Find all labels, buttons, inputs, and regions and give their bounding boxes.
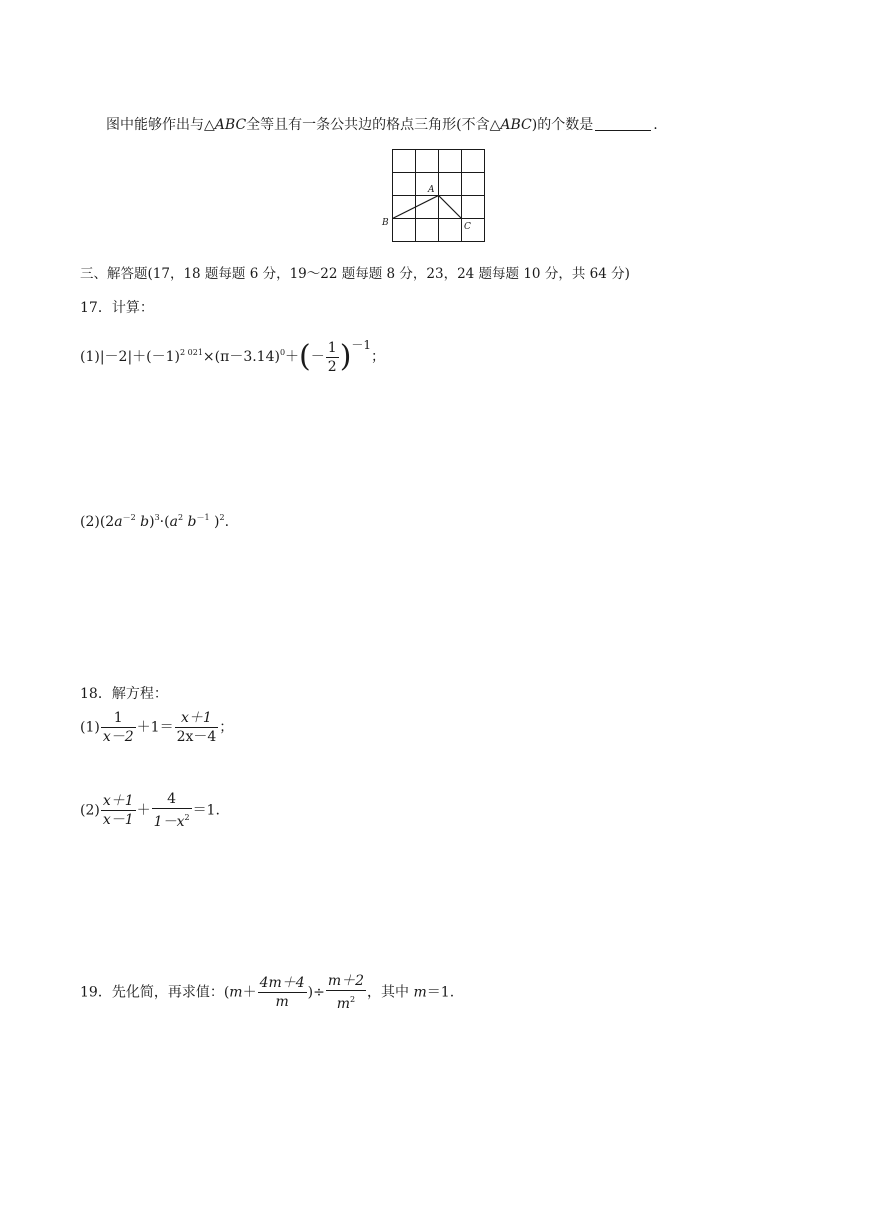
q16-part-a: 图中能够作出与△ (106, 117, 215, 133)
q18-p2-f2-num: 4 (152, 791, 192, 809)
q17-p1-frac-num: 1 (327, 339, 337, 356)
q18-p1-end: ； (219, 719, 234, 736)
q18-p2-frac1 (101, 793, 136, 828)
q19-title: 19．先化简，再求值：( (80, 984, 230, 1001)
q18-title: 18．解方程： (80, 686, 168, 702)
q19-f2-num: m＋2 (327, 973, 365, 989)
q17-part1 (80, 328, 385, 375)
q17-p2-label: (2) (80, 514, 100, 530)
q17-p1-frac-den: 2 (327, 358, 337, 375)
q18-p2-plus: ＋ (136, 802, 151, 819)
q17-p2-var-b: b (140, 514, 150, 530)
q17-p1-times: ×(π－3.14) (202, 349, 280, 365)
q19-close-div: )÷ (307, 984, 325, 1001)
q17-p2-exp-a2: 2 (177, 513, 184, 522)
q17-p1-label: (1) (80, 349, 100, 365)
q17-p2-exp-b2: －1 (196, 513, 210, 522)
q18-p2-end: ＝1. (192, 802, 220, 819)
q16-part-b: 全等且有一条公共边的格点三角形(不含△ (246, 117, 501, 133)
q17-p1-plus: ＋ (285, 349, 300, 365)
q18-p1-frac1 (101, 710, 136, 745)
label-a: A (428, 185, 435, 195)
q19-f2-exp: 2 (350, 995, 356, 1004)
q16-end: . (653, 117, 658, 133)
q18-part2 (80, 791, 220, 830)
q19-var-m: m (229, 984, 243, 1001)
q19-tail: ，其中 (367, 984, 414, 1001)
q18-p1-frac2 (175, 710, 219, 745)
q17-p1-fraction (326, 340, 339, 375)
q17-p1-abs: |－2|＋(－1) (99, 349, 181, 365)
right-bracket: ) (339, 339, 352, 374)
label-c: C (464, 222, 471, 232)
q18-p2-f2-exp: 2 (184, 813, 190, 822)
answer-blank[interactable] (595, 116, 651, 131)
q17-p1-end: ； (371, 349, 386, 365)
q17-p2-var-b2: b (187, 514, 197, 530)
q19-plus: ＋ (242, 984, 257, 1001)
q18-p2-label: (2) (80, 802, 100, 819)
q18-p1-label: (1) (80, 719, 100, 736)
q17-p2-var-a: a (114, 514, 123, 530)
q18-p1-mid: ＋1＝ (136, 719, 174, 736)
q17-p1-exp1: 2 021 (180, 348, 203, 357)
q17-p2-dot: ·( (159, 514, 170, 530)
q18-p1-f2-num: x＋1 (175, 710, 219, 728)
triangle-abc (393, 196, 462, 219)
q18-p1-f1-num: 1 (101, 710, 136, 728)
q19-tail-end: ＝1. (426, 984, 455, 1001)
q18-p2-f1-den: x－1 (102, 812, 134, 828)
q19-tail-m: m (413, 984, 427, 1001)
q19-f2-den: m (336, 996, 351, 1012)
q17-p1-minus: － (310, 349, 325, 365)
section-heading: 三、解答题(17，18 题每题 6 分，19～22 题每题 8 分，23，24 题每题 10 分，共 64 分) (80, 266, 630, 282)
q16-text (106, 114, 658, 134)
q17-p2-var-a2: a (169, 514, 178, 530)
q17-p2-exp-a: －2 (122, 513, 136, 522)
q17-p2-end: . (224, 514, 230, 530)
q19 (80, 973, 454, 1012)
q19-frac2 (326, 973, 366, 1012)
grid-figure (380, 145, 490, 245)
q17-title: 17．计算： (80, 300, 154, 316)
q17-p2-a: (2 (99, 514, 115, 530)
q17-p2-close: ) (149, 514, 155, 530)
q17-part2 (80, 512, 229, 530)
q19-frac1 (258, 975, 307, 1010)
q18-p2-frac2 (152, 791, 192, 830)
q18-p1-f2-den: 2x－4 (176, 729, 217, 745)
left-bracket: ( (299, 339, 311, 374)
q17-p1-exp0: 0 (279, 348, 286, 357)
q18-p1-f1-den: x－2 (102, 729, 134, 745)
q16-part-c: )的个数是 (531, 117, 594, 133)
q18-part1 (80, 710, 233, 745)
q19-f1-den: m (275, 994, 289, 1010)
q19-f1-num: 4m＋4 (259, 975, 305, 991)
q18-p2-f1-num: x＋1 (102, 793, 134, 809)
q17-p2-exp3: 3 (154, 513, 160, 522)
q17-p2-close2: ) (214, 514, 220, 530)
q18-p2-f2-den: 1－x (153, 814, 185, 830)
q16-abc: ABC (214, 117, 247, 133)
q17-p1-exp-neg: －1 (351, 338, 372, 352)
label-b: B (382, 218, 389, 228)
q16-abc2: ABC (500, 117, 532, 133)
q17-p2-exp2: 2 (219, 513, 225, 522)
